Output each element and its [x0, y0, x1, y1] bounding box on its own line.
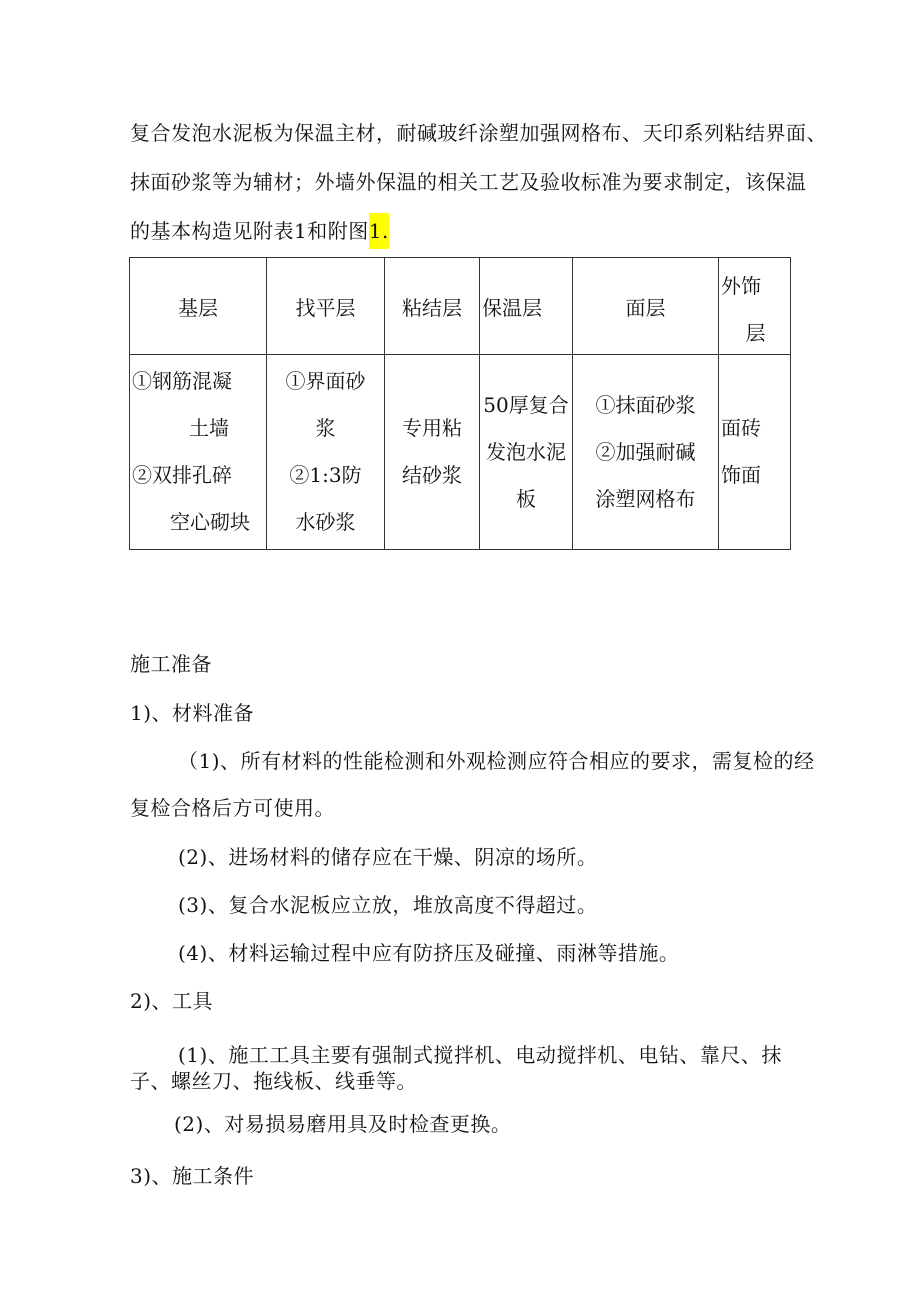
leveling-line-1: ①界面砂 [285, 369, 366, 393]
tools-item-2: (2)、对易损易磨用具及时检查更换。 [174, 1112, 512, 1136]
cell-surface-layer [573, 355, 719, 550]
header-finish-line-2: 层 [745, 321, 766, 345]
bonding-line-2: 结砂浆 [402, 463, 462, 487]
header-finish-layer [719, 258, 791, 355]
bonding-line-1: 专用粘 [402, 416, 462, 440]
surface-line-1: ①抹面砂浆 [595, 392, 696, 417]
intro-line-3-text: 的基本构造见附表1和附图 [130, 219, 369, 243]
construction-layers-table [129, 257, 791, 550]
material-heading: 1)、材料准备 [130, 701, 255, 725]
table-header-row [130, 258, 791, 355]
insulation-line-2: 发泡水泥 [486, 439, 566, 464]
cell-finish-layer [719, 355, 791, 550]
material-item-4: (4)、材料运输过程中应有防挤压及碰撞、雨淋等措施。 [178, 941, 680, 965]
insulation-line-1: 50厚复合 [483, 392, 569, 417]
section-title: 施工准备 [130, 652, 212, 676]
surface-line-2: ②加强耐碱 [595, 439, 696, 464]
finish-line-2: 饰面 [721, 463, 761, 487]
leveling-line-3: ②1:3防 [289, 463, 362, 487]
material-item-1-line-1: （1)、所有材料的性能检测和外观检测应符合相应的要求，需复检的经 [178, 749, 815, 773]
intro-line-1: 复合发泡水泥板为保温主材，耐碱玻纤涂塑加强网格布、天印系列粘结界面、 [130, 121, 827, 145]
header-finish-line-1: 外饰 [721, 274, 761, 298]
base-line-1: ①钢筋混凝 [132, 369, 232, 393]
finish-line-1: 面砖 [721, 416, 761, 440]
intro-line-3 [130, 219, 389, 243]
tools-heading: 2)、工具 [130, 989, 214, 1013]
material-item-2: (2)、进场材料的储存应在干燥、阴凉的场所。 [178, 845, 598, 869]
cell-insulation-layer [480, 355, 573, 550]
cell-bonding-layer [385, 355, 480, 550]
cell-leveling-layer [267, 355, 385, 550]
header-insulation-layer: 保温层 [480, 258, 573, 355]
base-line-2: 土墙 [189, 416, 229, 440]
highlighted-figure-number: 1. [369, 213, 389, 249]
header-surface-layer: 面层 [573, 258, 719, 355]
leveling-line-2: 浆 [315, 416, 336, 440]
cell-base-layer [130, 355, 267, 550]
header-base-layer: 基层 [130, 258, 267, 355]
leveling-line-4: 水砂浆 [295, 510, 356, 534]
table-data-row [130, 355, 791, 550]
header-bonding-layer: 粘结层 [385, 258, 480, 355]
base-line-3: ②双排孔碎 [132, 463, 232, 487]
base-line-4: 空心砌块 [170, 510, 250, 534]
surface-line-3: 涂塑网格布 [595, 486, 696, 511]
tools-item-1-line-1: (1)、施工工具主要有强制式搅拌机、电动搅拌机、电钻、靠尺、抹 [178, 1043, 782, 1067]
tools-item-1-line-2: 子、螺丝刀、拖线板、线垂等。 [130, 1069, 417, 1093]
insulation-line-3: 板 [516, 486, 536, 511]
material-item-1-line-2: 复检合格后方可使用。 [130, 796, 335, 820]
conditions-heading: 3)、施工条件 [130, 1164, 255, 1188]
intro-line-2: 抹面砂浆等为辅材；外墙外保温的相关工艺及验收标准为要求制定，该保温 [130, 170, 807, 194]
material-item-3: (3)、复合水泥板应立放，堆放高度不得超过。 [178, 893, 598, 917]
header-leveling-layer: 找平层 [267, 258, 385, 355]
